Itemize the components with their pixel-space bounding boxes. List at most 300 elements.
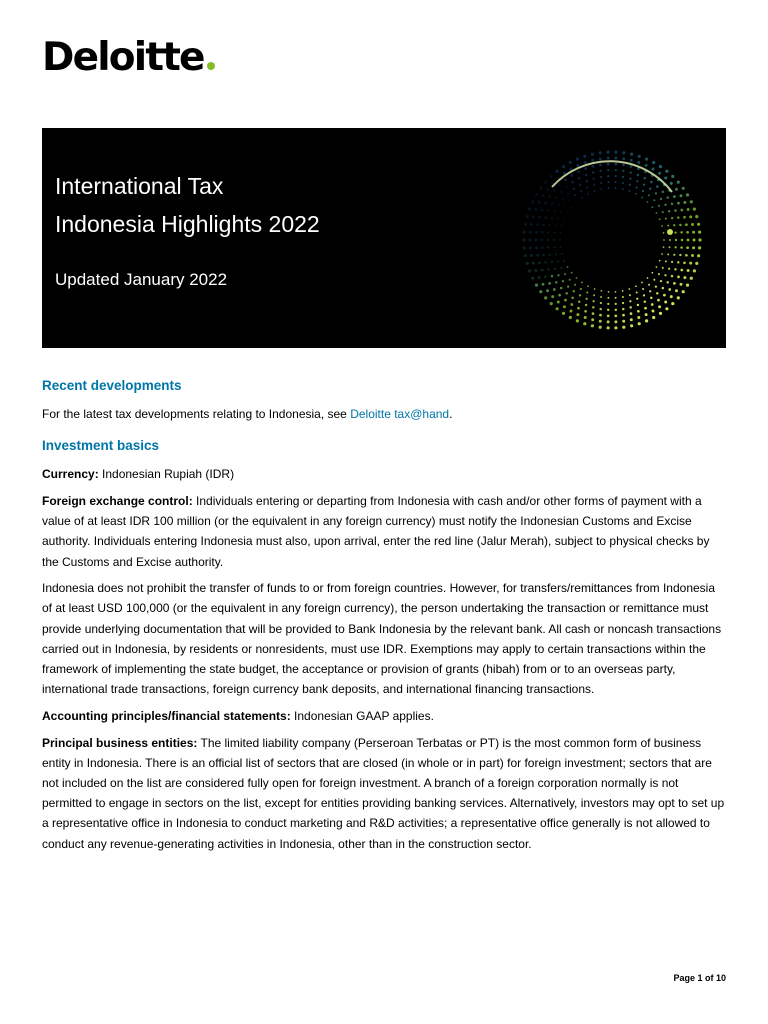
graphic-dot xyxy=(665,307,668,310)
graphic-dot xyxy=(693,208,696,211)
graphic-dot xyxy=(567,212,569,214)
dotted-circle-graphic xyxy=(512,142,712,338)
graphic-dot xyxy=(657,299,660,302)
graphic-dot xyxy=(622,188,624,190)
graphic-dot xyxy=(530,223,533,226)
tax-at-hand-link[interactable]: Deloitte tax@hand xyxy=(350,407,450,421)
graphic-dot xyxy=(536,223,539,226)
graphic-dot xyxy=(658,172,661,175)
business-entities-text: The limited liability company (Perseroan Terbatas or PT) is the most common form of business entity in Indonesia. There is an official list of sectors that are closed (in whole or in part) for foreign investment; sectors that are not included on the list are considered fully open for foreign investment. A branch of a foreign corporation normally is not permitted to engage in sectors on the list, except for entities providing banking services. Alternatively, investors may opt to set up a representative office in Indonesia to conduct marketing and R&D activities; a representative office generally is not allowed to conduct any revenue-generating activities in Indonesia, other than in the construction sector. xyxy=(42,735,725,851)
graphic-dot xyxy=(670,182,673,185)
graphic-dot xyxy=(584,310,587,313)
fx-control-label: Foreign exchange control: xyxy=(42,493,193,508)
graphic-dot xyxy=(562,165,565,168)
graphic-dot xyxy=(637,316,640,319)
graphic-dot xyxy=(662,267,664,269)
graphic-dot xyxy=(576,277,578,279)
graphic-dot xyxy=(560,287,562,289)
banner-title: International Tax xyxy=(55,173,224,199)
graphic-dot xyxy=(680,209,683,212)
graphic-dot xyxy=(608,187,610,189)
graphic-dot xyxy=(686,231,689,234)
graphic-dot xyxy=(670,295,673,298)
graphic-dot xyxy=(534,208,537,211)
transfer-paragraph: Indonesia does not prohibit the transfer of funds to or from foreign countries. However, for transfers/remittances from Indonesia of at least USD 100,000 (or the equivalent in any foreign currency), the person undertaking the transaction or remittance must provide underlying documentation that will be provided to Bank Indonesia by the relevant bank. All cash or noncash transactions carried out in Indonesia, by residents or nonresidents, must use IDR. Exemptions may apply to certain transactions within the framework of implementing the state budget, the acceptance or provision of grants (hibah) from or to an overseas party, international trade transactions, foreign currency bank deposits, and international financing transactions. xyxy=(42,581,722,697)
graphic-dot xyxy=(571,206,573,208)
graphic-dot xyxy=(656,212,658,214)
graphic-dot xyxy=(601,188,603,190)
graphic-dot xyxy=(553,239,555,241)
graphic-dot xyxy=(591,153,594,156)
graphic-dot xyxy=(645,164,648,167)
graphic-dot xyxy=(652,316,655,319)
graphic-dot xyxy=(629,288,631,290)
graphic-dot xyxy=(652,310,655,313)
graphic-dot xyxy=(600,296,602,298)
investment-basics-heading: Investment basics xyxy=(42,438,160,454)
graphic-dot xyxy=(614,315,617,318)
graphic-dot xyxy=(663,232,665,234)
graphic-dot xyxy=(594,190,596,192)
graphic-dot xyxy=(567,192,569,194)
graphic-dot xyxy=(542,224,544,226)
graphic-dot xyxy=(671,217,673,219)
accounting-paragraph xyxy=(42,706,726,726)
graphic-dot xyxy=(577,170,580,173)
graphic-dot xyxy=(580,190,582,192)
graphic-dot xyxy=(673,282,676,285)
graphic-dot xyxy=(607,169,609,171)
graphic-dot xyxy=(622,157,625,160)
graphic-dot xyxy=(658,273,660,275)
graphic-dot xyxy=(600,176,602,178)
graphic-dot xyxy=(592,306,594,308)
graphic-dot xyxy=(607,163,610,166)
graphic-dot xyxy=(614,151,617,154)
graphic-dot xyxy=(683,276,686,279)
graphic-dot xyxy=(601,290,603,292)
graphic-dot xyxy=(656,292,658,294)
graphic-dot xyxy=(523,246,526,249)
graphic-dot xyxy=(689,262,692,265)
graphic-dot xyxy=(576,158,579,161)
recent-text-before: For the latest tax developments relating to Indonesia, see xyxy=(42,407,351,421)
graphic-dot xyxy=(607,175,609,177)
graphic-dot xyxy=(599,326,602,329)
graphic-dot xyxy=(653,199,655,201)
graphic-dot xyxy=(560,211,562,213)
graphic-dot xyxy=(642,190,644,192)
graphic-dot xyxy=(682,290,685,293)
graphic-dot xyxy=(637,174,639,176)
graphic-dot xyxy=(599,308,601,310)
graphic-dot xyxy=(553,189,556,192)
graphic-dot xyxy=(659,260,661,262)
graphic-dot xyxy=(622,308,624,310)
graphic-dot xyxy=(615,175,617,177)
graphic-dot xyxy=(562,312,565,315)
graphic-dot xyxy=(570,310,573,313)
graphic-dot xyxy=(667,253,669,255)
graphic-dot xyxy=(671,275,673,277)
graphic-dot xyxy=(523,231,526,234)
graphic-dot xyxy=(599,314,602,317)
graphic-dot xyxy=(645,319,648,322)
graphic-dot xyxy=(563,260,565,262)
graphic-dot xyxy=(535,193,538,196)
graphic-dot xyxy=(592,171,594,173)
graphic-dot xyxy=(591,324,594,327)
graphic-dot xyxy=(636,180,638,182)
graphic-dot xyxy=(600,182,602,184)
graphic-dot xyxy=(579,294,581,296)
graphic-center-dot xyxy=(667,229,673,235)
graphic-dot xyxy=(698,231,701,234)
graphic-dot xyxy=(656,185,658,187)
graphic-dot xyxy=(562,198,564,200)
graphic-dot xyxy=(541,246,543,248)
graphic-dot xyxy=(570,303,573,306)
graphic-dot xyxy=(692,246,695,249)
graphic-dot xyxy=(607,181,609,183)
graphic-dot xyxy=(663,246,665,248)
graphic-dot xyxy=(564,273,566,275)
graphic-dot xyxy=(659,165,662,168)
graphic-dot xyxy=(557,218,559,220)
graphic-dot xyxy=(607,320,610,323)
graphic-dot xyxy=(674,231,676,233)
graphic-dot xyxy=(564,179,567,182)
graphic-dot xyxy=(558,294,561,297)
graphic-dot xyxy=(662,287,664,289)
graphic-dot xyxy=(535,284,538,287)
graphic-dot xyxy=(680,246,682,248)
logo-green-dot xyxy=(207,62,215,70)
graphic-dot xyxy=(661,253,663,255)
graphic-dot xyxy=(693,269,696,272)
graphic-dot xyxy=(544,276,547,279)
graphic-dot xyxy=(644,301,646,303)
graphic-dot xyxy=(524,223,527,226)
graphic-dot xyxy=(535,246,538,249)
graphic-dot xyxy=(686,284,689,287)
graphic-dot xyxy=(614,326,617,329)
graphic-dot xyxy=(538,201,541,204)
graphic-dot xyxy=(554,268,556,270)
graphic-dot xyxy=(592,165,595,168)
graphic-dot xyxy=(585,174,587,176)
graphic-dot xyxy=(668,288,671,291)
graphic-dot xyxy=(578,177,580,179)
graphic-dot xyxy=(665,218,667,220)
graphic-dot xyxy=(546,289,549,292)
graphic-dot xyxy=(690,200,693,203)
graphic-dot xyxy=(666,281,668,283)
title-banner xyxy=(42,128,726,348)
graphic-dot xyxy=(574,194,576,196)
graphic-dot xyxy=(522,238,525,241)
currency-paragraph xyxy=(42,464,726,484)
graphic-dot xyxy=(668,268,670,270)
graphic-dot xyxy=(583,322,586,325)
graphic-dot xyxy=(576,164,579,167)
graphic-dot xyxy=(655,285,657,287)
graphic-dot xyxy=(644,307,647,310)
graphic-dot xyxy=(585,304,587,306)
graphic-dot xyxy=(536,254,539,257)
main-content xyxy=(42,377,726,860)
graphic-dot xyxy=(557,204,559,206)
graphic-dot xyxy=(671,203,673,205)
graphic-dot xyxy=(687,239,690,242)
graphic-dot xyxy=(622,170,624,172)
logo-text: Deloitte xyxy=(42,35,204,80)
graphic-dot xyxy=(550,175,553,178)
graphic-dot xyxy=(677,261,679,263)
graphic-dot xyxy=(541,209,544,212)
graphic-dot xyxy=(593,184,595,186)
graphic-dot xyxy=(573,290,575,292)
banner-updated-date: Updated January 2022 xyxy=(55,270,228,289)
currency-text: Indonesian Rupiah (IDR) xyxy=(98,467,235,482)
recent-developments-text xyxy=(42,404,726,424)
graphic-dot xyxy=(638,322,641,325)
business-entities-paragraph xyxy=(42,733,726,854)
graphic-dot xyxy=(591,159,594,162)
graphic-dot xyxy=(560,232,562,234)
graphic-dot xyxy=(663,239,665,241)
graphic-dot xyxy=(553,288,556,291)
graphic-dot xyxy=(541,269,544,272)
graphic-dot xyxy=(615,187,617,189)
graphic-dot xyxy=(583,155,586,158)
graphic-dot xyxy=(615,169,617,171)
graphic-dot xyxy=(691,223,694,226)
graphic-dot xyxy=(697,223,700,226)
graphic-dot xyxy=(594,288,596,290)
graphic-dot xyxy=(538,261,541,264)
graphic-dot xyxy=(547,268,549,270)
graphic-dot xyxy=(652,168,655,171)
graphic-dot xyxy=(668,210,670,212)
graphic-dot xyxy=(660,198,662,200)
currency-label: Currency: xyxy=(42,467,99,482)
graphic-dot xyxy=(664,274,666,276)
graphic-dot xyxy=(692,231,695,234)
graphic-dot xyxy=(636,187,638,189)
graphic-dot xyxy=(614,157,617,160)
graphic-dot xyxy=(622,182,624,184)
banner-subtitle: Indonesia Highlights 2022 xyxy=(55,211,320,237)
graphic-dot xyxy=(587,193,589,195)
graphic-dot xyxy=(622,151,625,154)
graphic-dot xyxy=(528,208,531,211)
graphic-dot xyxy=(607,297,609,299)
graphic-dot xyxy=(695,262,698,265)
graphic-dot xyxy=(571,181,573,183)
graphic-dot xyxy=(587,285,589,287)
graphic-dot xyxy=(651,206,653,208)
graphic-dot xyxy=(564,205,566,207)
graphic-dot xyxy=(554,232,556,234)
graphic-dot xyxy=(563,218,565,220)
graphic-dot xyxy=(664,177,667,180)
graphic-dot xyxy=(557,301,560,304)
accounting-label: Accounting principles/financial statements: xyxy=(42,708,291,723)
graphic-dot xyxy=(674,268,676,270)
graphic-dot xyxy=(643,294,645,296)
graphic-dot xyxy=(615,291,617,293)
page-number: Page 1 of 10 xyxy=(673,973,726,983)
graphic-dot xyxy=(599,151,602,154)
graphic-dot xyxy=(680,194,683,197)
graphic-dot xyxy=(649,188,651,190)
graphic-dot xyxy=(687,269,690,272)
graphic-dot xyxy=(655,192,657,194)
graphic-dot xyxy=(698,246,701,249)
graphic-dot xyxy=(675,289,678,292)
graphic-dot xyxy=(660,280,662,282)
graphic-dot xyxy=(548,282,551,285)
graphic-dot xyxy=(636,298,638,300)
graphic-dot xyxy=(559,239,561,241)
graphic-dot xyxy=(650,297,652,299)
graphic-dot xyxy=(673,224,675,226)
graphic-dot xyxy=(584,316,587,319)
graphic-dot xyxy=(558,184,561,187)
graphic-dot xyxy=(675,188,678,191)
graphic-dot xyxy=(642,288,644,290)
deloitte-logo xyxy=(42,35,215,80)
graphic-dot xyxy=(569,161,572,164)
graphic-dot xyxy=(656,266,658,268)
graphic-dot xyxy=(687,208,690,211)
graphic-dot xyxy=(686,193,689,196)
graphic-dot xyxy=(574,284,576,286)
graphic-dot xyxy=(607,315,610,318)
graphic-dot xyxy=(534,269,537,272)
graphic-dot xyxy=(683,216,686,219)
graphic-dot xyxy=(555,225,557,227)
graphic-dot xyxy=(671,175,674,178)
graphic-dot xyxy=(529,239,532,242)
graphic-dot xyxy=(680,231,682,233)
graphic-dot xyxy=(555,281,557,283)
graphic-dot xyxy=(571,297,573,299)
graphic-dot xyxy=(524,254,527,257)
graphic-dot xyxy=(607,157,610,160)
graphic-dot xyxy=(698,238,701,241)
recent-developments-heading: Recent developments xyxy=(42,378,182,393)
graphic-dot xyxy=(556,170,559,173)
graphic-dot xyxy=(662,191,664,193)
graphic-dot xyxy=(677,296,680,299)
graphic-dot xyxy=(577,307,580,310)
graphic-dot xyxy=(607,303,609,305)
graphic-dot xyxy=(600,302,602,304)
graphic-dot xyxy=(637,161,640,164)
graphic-dot xyxy=(673,195,676,198)
graphic-dot xyxy=(580,288,582,290)
graphic-dot xyxy=(679,254,681,256)
graphic-dot xyxy=(622,320,625,323)
graphic-dot xyxy=(629,184,631,186)
graphic-dot xyxy=(569,279,571,281)
graphic-dot xyxy=(662,211,664,213)
graphic-dot xyxy=(637,310,640,313)
graphic-dot xyxy=(693,239,696,242)
accounting-text: Indonesian GAAP applies. xyxy=(290,708,434,723)
graphic-dot xyxy=(629,190,631,192)
graphic-dot xyxy=(551,217,553,219)
graphic-dot xyxy=(677,216,679,218)
graphic-dot xyxy=(586,292,588,294)
graphic-dot xyxy=(592,312,595,315)
graphic-dot xyxy=(647,201,649,203)
graphic-dot xyxy=(551,295,554,298)
graphic-dot xyxy=(591,318,594,321)
graphic-dot xyxy=(557,274,559,276)
graphic-dot xyxy=(669,246,671,248)
graphic-dot xyxy=(549,224,551,226)
graphic-dot xyxy=(576,201,578,203)
graphic-dot xyxy=(584,167,587,170)
graphic-dot xyxy=(641,282,643,284)
graphic-dot xyxy=(685,254,688,257)
graphic-dot xyxy=(576,319,579,322)
graphic-dot xyxy=(538,216,541,219)
graphic-dot xyxy=(542,254,544,256)
graphic-dot xyxy=(551,261,553,263)
graphic-dot xyxy=(599,157,602,160)
graphic-dot xyxy=(675,239,677,241)
graphic-dot xyxy=(677,181,680,184)
graphic-dot xyxy=(539,290,542,293)
graphic-dot xyxy=(629,294,631,296)
graphic-dot xyxy=(544,296,547,299)
graphic-dot xyxy=(648,284,650,286)
graphic-dot xyxy=(695,215,698,218)
graphic-dot xyxy=(644,177,646,179)
graphic-dot xyxy=(608,291,610,293)
graphic-dot xyxy=(599,170,601,172)
graphic-dot xyxy=(539,187,542,190)
graphic-dot xyxy=(607,151,610,154)
graphic-dot xyxy=(560,267,562,269)
graphic-dot xyxy=(643,183,645,185)
graphic-dot xyxy=(622,290,624,292)
graphic-dot xyxy=(555,196,557,198)
graphic-dot xyxy=(554,246,556,248)
graphic-dot xyxy=(529,231,532,234)
graphic-dot xyxy=(674,246,676,248)
graphic-dot xyxy=(592,300,594,302)
graphic-dot xyxy=(578,301,580,303)
graphic-dot xyxy=(647,277,649,279)
graphic-dot xyxy=(653,279,655,281)
graphic-dot xyxy=(635,285,637,287)
graphic-dot xyxy=(526,215,529,218)
graphic-dot xyxy=(565,185,567,187)
graphic-dot xyxy=(674,209,676,211)
graphic-dot xyxy=(567,285,569,287)
graphic-dot xyxy=(607,309,609,311)
graphic-dot xyxy=(586,187,588,189)
graphic-dot xyxy=(648,194,650,196)
graphic-dot xyxy=(686,246,689,249)
graphic-dot xyxy=(651,272,653,274)
graphic-dot xyxy=(565,292,567,294)
